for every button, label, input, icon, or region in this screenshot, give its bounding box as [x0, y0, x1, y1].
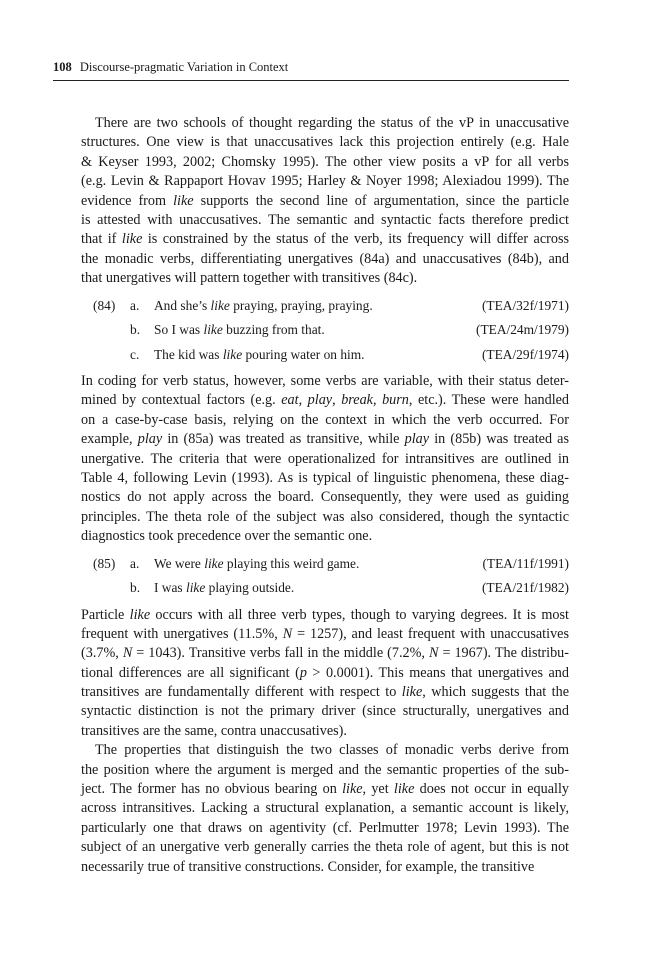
text-line: is attested with unaccusatives. The semantic and syntactic facts therefore predict	[81, 211, 569, 228]
text-line: principles. The theta role of the subject was also considered, though the syntactic	[81, 508, 569, 525]
text-line: on a case-by-case basis, relying on the context in which the verb occurred. For	[81, 411, 569, 428]
text-segment: ,	[332, 392, 342, 409]
text-line: & Keyser 1993, 2002; Chomsky 1995). The other view posits a vP for all verbs	[81, 153, 569, 170]
text-segment: in (85a) was treated as transitive, while	[162, 431, 405, 448]
text-line	[81, 780, 569, 799]
running-title: Discourse-pragmatic Variation in Context	[79, 60, 289, 74]
text-segment: supports the second line of argumentation, since the particle	[193, 192, 569, 209]
italic-term: like	[204, 555, 224, 571]
text-segment: is constrained by the status of the verb, its frequency will differ across	[142, 231, 569, 248]
text-line: There are two schools of thought regarding the status of the vP in unaccusative	[95, 115, 569, 131]
example-item	[81, 294, 569, 319]
text-line	[81, 230, 569, 249]
sentence-part: And she’s	[154, 297, 211, 313]
text-line: subject of an unergative verb generally carries the theta role of agent, but this is not	[81, 839, 569, 856]
example-sentence	[154, 343, 365, 368]
example-source: (TEA/32f/1971)	[481, 297, 569, 313]
text-line	[81, 644, 569, 663]
example-source: (TEA/11f/1991)	[482, 555, 569, 571]
example-sentence	[154, 576, 294, 601]
text-line: the monadic verbs, differentiating unergatives (84a) and unaccusatives (84b), and	[81, 250, 569, 267]
text-line	[81, 192, 569, 211]
italic-term: like	[393, 781, 415, 798]
text-segment: ject. The former has no obvious bearing on	[81, 781, 343, 798]
sentence-part: buzzing from that.	[222, 322, 325, 338]
text-line	[81, 391, 569, 410]
text-segment: mined by contextual factors (e.g.	[81, 392, 282, 409]
text-segment: > 0.0001). This means that unergatives and	[306, 664, 569, 681]
text-line	[81, 606, 569, 625]
sentence-part: playing outside.	[205, 580, 295, 596]
paragraph-1	[81, 114, 569, 289]
text-line: (e.g. Levin & Rappaport Hovav 1995; Harley & Noyer 1998; Alexiadou 1999). The	[81, 173, 569, 190]
text-segment: example,	[81, 431, 138, 448]
text-line: diagnostics took precedence over the semantic one.	[81, 528, 373, 545]
text-line: In coding for verb status, however, some verbs are variable, with their status deter-	[81, 373, 569, 390]
example-letter: b.	[130, 580, 141, 596]
italic-term: burn	[382, 392, 409, 409]
text-segment: = 1967). The distribu-	[438, 645, 569, 662]
italic-term: like	[185, 580, 206, 596]
text-segment: (3.7%,	[81, 645, 123, 662]
paragraph-3	[81, 606, 569, 742]
example-source: (TEA/21f/1982)	[481, 580, 569, 596]
example-letter: a.	[130, 555, 140, 571]
italic-term: like	[129, 606, 151, 623]
italic-term: like	[210, 297, 230, 313]
text-segment: frequent with unergatives (11.5%,	[81, 625, 283, 642]
text-segment: in (85b) was treated as	[429, 431, 570, 448]
text-segment: , etc.). These were handled	[408, 392, 570, 409]
sentence-part: I was	[154, 580, 186, 596]
example-source: (TEA/29f/1974)	[481, 346, 569, 362]
italic-term: play	[307, 392, 333, 409]
text-line: nostics do not apply across the board. Consequently, they were used as guiding	[81, 489, 569, 506]
text-segment: transitives are fundamentally different with respect to	[81, 684, 402, 701]
text-line: particularly one that draws on agentivity (cf. Perlmutter 1978; Levin 1993). The	[81, 819, 569, 836]
example-84	[81, 294, 569, 368]
text-line: structures. One view is that unaccusatives lack this projection entirely (e.g. Hale	[81, 134, 569, 151]
italic-term: eat	[281, 392, 299, 409]
italic-term: break	[341, 392, 373, 409]
text-line: the position where the argument is merged and the semantic properties of the sub-	[81, 761, 569, 778]
italic-term: N	[122, 645, 133, 662]
text-segment: evidence from	[81, 192, 174, 209]
sentence-part: So I was	[154, 322, 204, 338]
text-line: transitives are the same, contra unaccusatives).	[81, 722, 347, 739]
italic-term: N	[282, 625, 293, 642]
main-text	[81, 114, 569, 877]
sentence-part: pouring water on him.	[242, 346, 365, 362]
example-letter: b.	[130, 322, 141, 338]
text-line	[81, 625, 569, 644]
italic-term: like	[222, 346, 243, 362]
example-item	[81, 318, 569, 343]
italic-term: N	[428, 645, 439, 662]
text-line: Table 4, following Levin (1993). As is typical of linguistic phenomena, these diag-	[81, 469, 569, 486]
text-line	[81, 664, 569, 683]
sentence-part: We were	[154, 555, 205, 571]
example-letter: a.	[130, 297, 140, 313]
text-line: that unergatives will pattern together with transitives (84c).	[81, 270, 418, 287]
text-line: across intransitives. Lacking a structural explanation, a semantic account is likely,	[81, 800, 569, 817]
example-85	[81, 552, 569, 601]
text-line	[81, 430, 569, 449]
sentence-part: praying, praying, praying.	[229, 297, 373, 313]
text-segment: does not occur in equally	[414, 781, 569, 798]
italic-term: play	[137, 431, 163, 448]
text-segment: tional differences are all significant (	[81, 664, 300, 681]
text-segment: ,	[298, 392, 308, 409]
text-line	[81, 683, 569, 702]
example-source: (TEA/24m/1979)	[476, 322, 569, 338]
example-number: (84)	[93, 297, 116, 313]
italic-term: like	[173, 192, 194, 209]
text-line: unergative. The criteria that were operationalized for intransitives are outlined in	[81, 450, 569, 467]
header-rule	[53, 80, 569, 81]
text-segment: Particle	[81, 606, 130, 623]
example-number: (85)	[93, 555, 116, 571]
sentence-part: The kid was	[154, 346, 223, 362]
text-segment: , yet	[362, 781, 394, 798]
example-item	[81, 552, 569, 577]
page-number: 108	[53, 60, 72, 74]
italic-term: like	[401, 684, 423, 701]
text-segment: , which suggests that the	[422, 684, 569, 701]
paragraph-4	[81, 741, 569, 877]
text-segment: that if	[81, 231, 122, 248]
italic-term: like	[121, 231, 143, 248]
text-line: necessarily true of transitive constructions. Consider, for example, the transitive	[81, 858, 535, 875]
example-letter: c.	[130, 346, 140, 362]
italic-term: play	[404, 431, 430, 448]
italic-term: p	[299, 664, 307, 681]
text-line: syntactic distinction is not the primary driver (since structurally, unergatives and	[81, 703, 569, 720]
paragraph-2	[81, 372, 569, 547]
example-item	[81, 576, 569, 601]
example-sentence	[154, 318, 325, 343]
italic-term: like	[342, 781, 363, 798]
text-segment: = 1257), and least frequent with unaccusatives	[292, 625, 569, 642]
sentence-part: playing this weird game.	[223, 555, 360, 571]
italic-term: like	[203, 322, 223, 338]
text-segment: occurs with all three verb types, though to varying degrees. It is most	[150, 606, 569, 623]
text-segment: = 1043). Transitive verbs fall in the middle (7.2%,	[132, 645, 429, 662]
example-sentence	[154, 552, 359, 577]
example-item	[81, 343, 569, 368]
text-line: The properties that distinguish the two classes of monadic verbs derive from	[95, 742, 569, 759]
example-sentence	[154, 294, 373, 319]
running-header	[53, 59, 569, 75]
text-segment: ,	[372, 392, 383, 409]
